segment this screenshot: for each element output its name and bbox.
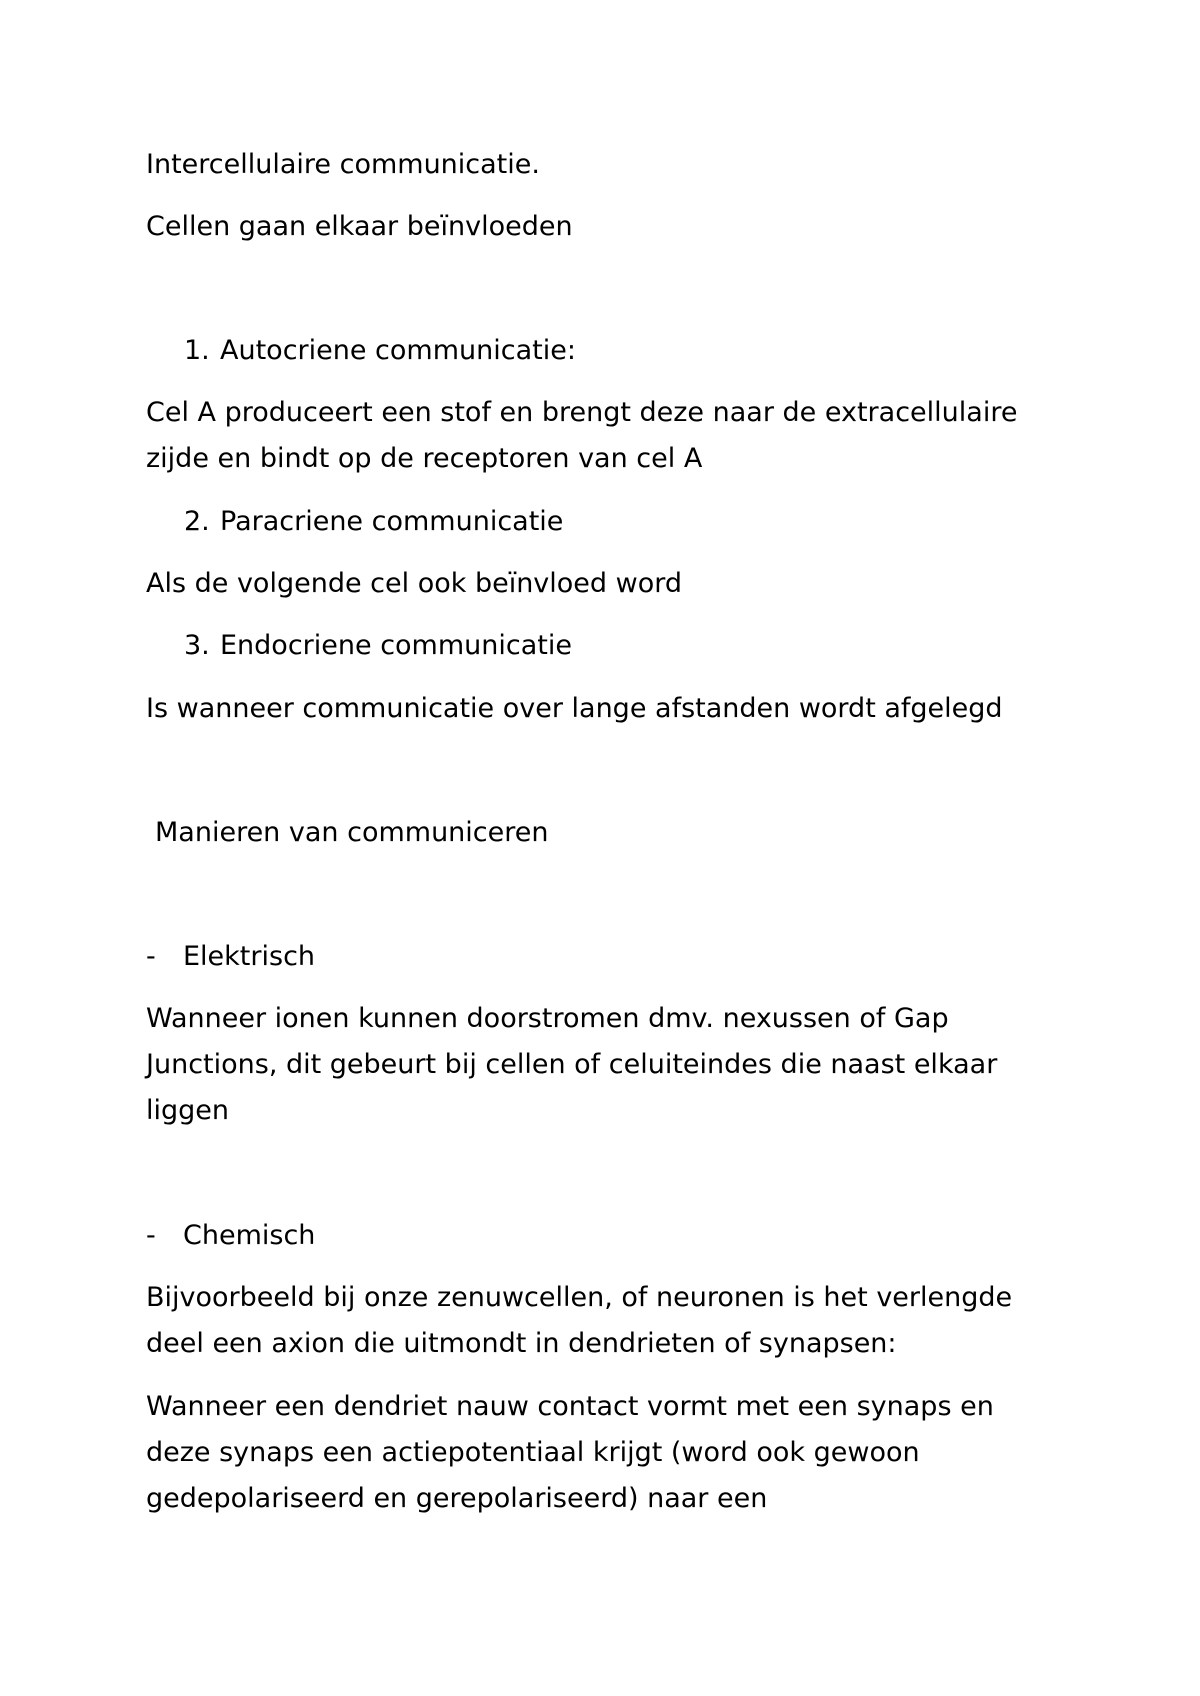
bullet-dash: -: [146, 1220, 156, 1251]
body-line: Wanneer een dendriet nauw contact vormt met een synaps en: [146, 1391, 994, 1422]
list-item-autocrien: [184, 328, 576, 374]
body-line: zijde en bindt op de receptoren van cel A: [146, 443, 703, 474]
intro-line: Cellen gaan elkaar beïnvloeden: [146, 211, 573, 242]
bullet-item-elektrisch: [146, 934, 315, 980]
body-line: deze synaps een actiepotentiaal krijgt (word ook gewoon: [146, 1437, 920, 1468]
bullet-dash: -: [146, 941, 156, 972]
body-line: liggen: [146, 1095, 230, 1126]
list-heading: Endocriene communicatie: [220, 630, 572, 661]
list-number: 2.: [184, 506, 210, 537]
body-line: Cel A produceert een stof en brengt deze naar de extracellulaire: [146, 397, 1018, 428]
body-line: gedepolariseerd en gerepolariseerd) naar een: [146, 1483, 768, 1514]
document-title: Intercellulaire communicatie.: [146, 149, 540, 180]
list-number: 1.: [184, 335, 210, 366]
list-heading: Paracriene communicatie: [220, 506, 564, 537]
bullet-heading: Chemisch: [183, 1220, 316, 1251]
body-line: deel een axion die uitmondt in dendrieten of synapsen:: [146, 1328, 897, 1359]
body-line: Wanneer ionen kunnen doorstromen dmv. nexussen of Gap: [146, 1003, 949, 1034]
section-heading: Manieren van communiceren: [155, 817, 549, 848]
body-line: Junctions, dit gebeurt bij cellen of celuiteindes die naast elkaar: [146, 1049, 998, 1080]
body-line: Is wanneer communicatie over lange afstanden wordt afgelegd: [146, 693, 1003, 724]
list-number: 3.: [184, 630, 210, 661]
list-item-endocrien: [184, 623, 572, 669]
body-line: Als de volgende cel ook beïnvloed word: [146, 568, 683, 599]
list-item-paracrien: [184, 499, 563, 545]
body-line: Bijvoorbeeld bij onze zenuwcellen, of neuronen is het verlengde: [146, 1282, 1013, 1313]
list-heading: Autocriene communicatie:: [220, 335, 576, 366]
bullet-heading: Elektrisch: [183, 941, 316, 972]
bullet-item-chemisch: [146, 1213, 315, 1259]
